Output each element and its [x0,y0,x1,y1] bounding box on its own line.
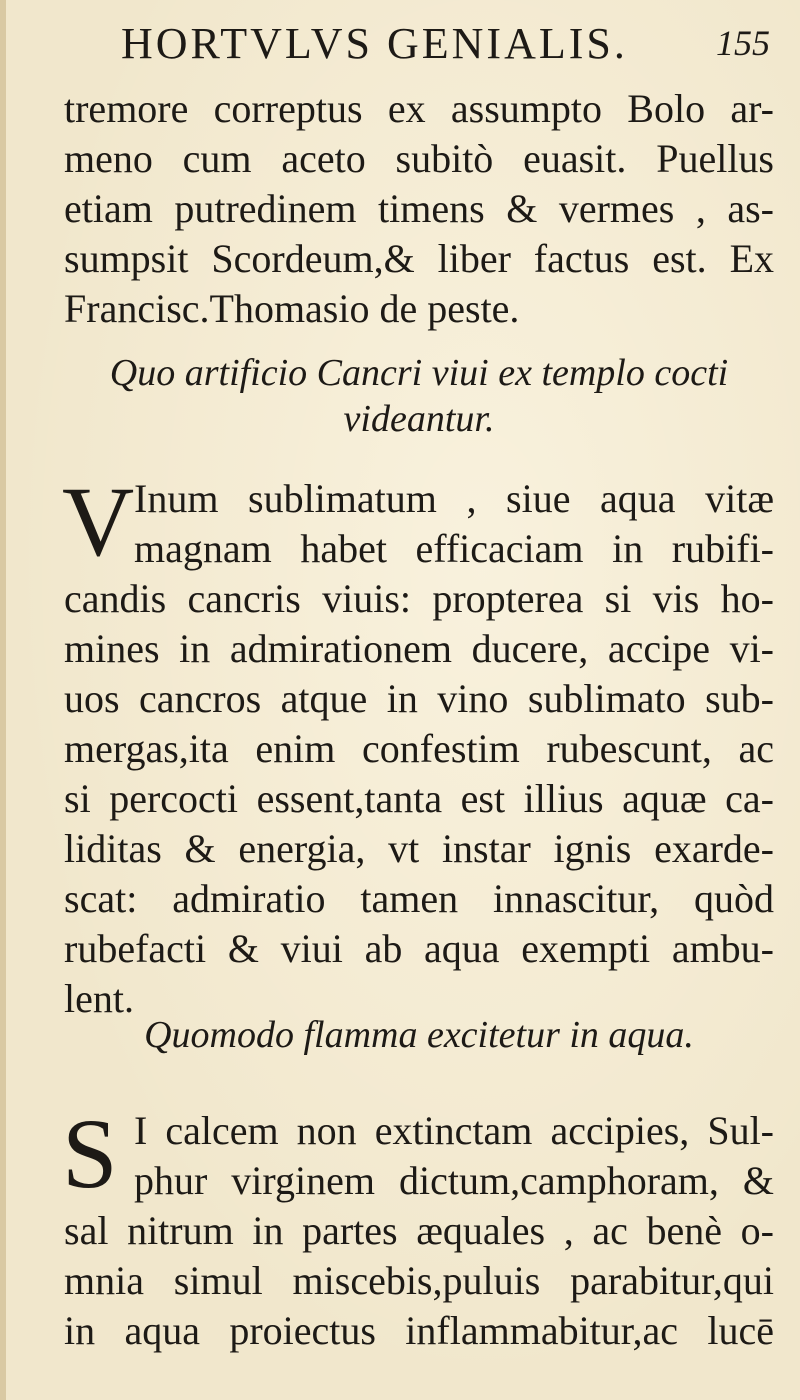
text-line: uos cancros atque in vino sublimato sub- [64,676,774,721]
text-line: sal nitrum in partes æquales , ac benè o- [64,1208,774,1253]
text-line: magnam habet efficaciam in rubifi- [134,526,774,571]
text-line: in aqua proiectus inflammabitur,ac lucē [64,1308,774,1353]
text-line: etiam putredinem timens & vermes , as- [64,186,774,231]
text-line: mergas,ita enim confestim rubescunt, ac [64,726,774,771]
text-line: mines in admirationem ducere, accipe vi- [64,626,774,671]
heading-line: videantur. [343,398,495,440]
text-line: mnia simul miscebis,puluis parabitur,qui [64,1258,774,1303]
text-line: tremore correptus ex assumpto Bolo ar- [64,86,774,131]
drop-cap: V [62,466,135,577]
text-line: lent. [64,976,134,1021]
page-number: 155 [716,23,770,63]
paragraph-continuation [64,84,774,334]
text-line: candis cancris viuis: propterea si vis ho- [64,576,774,621]
paragraph [62,1098,774,1356]
running-head [6,16,800,76]
text-line: rubefacti & viui ab aqua exempti ambu- [64,926,774,971]
text-line: sumpsit Scordeum,& liber factus est. Ex [64,236,774,281]
paragraph [62,466,774,1024]
heading-line: Quo artificio Cancri viui ex templo cocti [109,352,729,394]
text-line: Inum sublimatum , siue aqua vitæ [134,476,774,521]
heading-line: Quomodo flamma excitetur in aqua. [144,1014,694,1056]
section-heading [64,350,774,442]
text-line: si percocti essent,tanta est illius aquæ ca- [64,776,774,821]
text-line: liditas & energia, vt instar ignis exarde- [64,826,774,871]
text-line: Francisc.Thomasio de peste. [64,286,520,331]
text-line: scat: admiratio tamen innascitur, quòd [64,876,774,921]
text-line: phur virginem dictum,camphoram, & [134,1158,774,1203]
drop-cap: S [62,1098,118,1209]
text-line: I calcem non extinctam accipies, Sul- [134,1108,774,1153]
running-head-title: HORTVLVS GENIALIS. [121,19,628,68]
section-heading [64,1012,774,1058]
text-line: meno cum aceto subitò euasit. Puellus [64,136,774,181]
